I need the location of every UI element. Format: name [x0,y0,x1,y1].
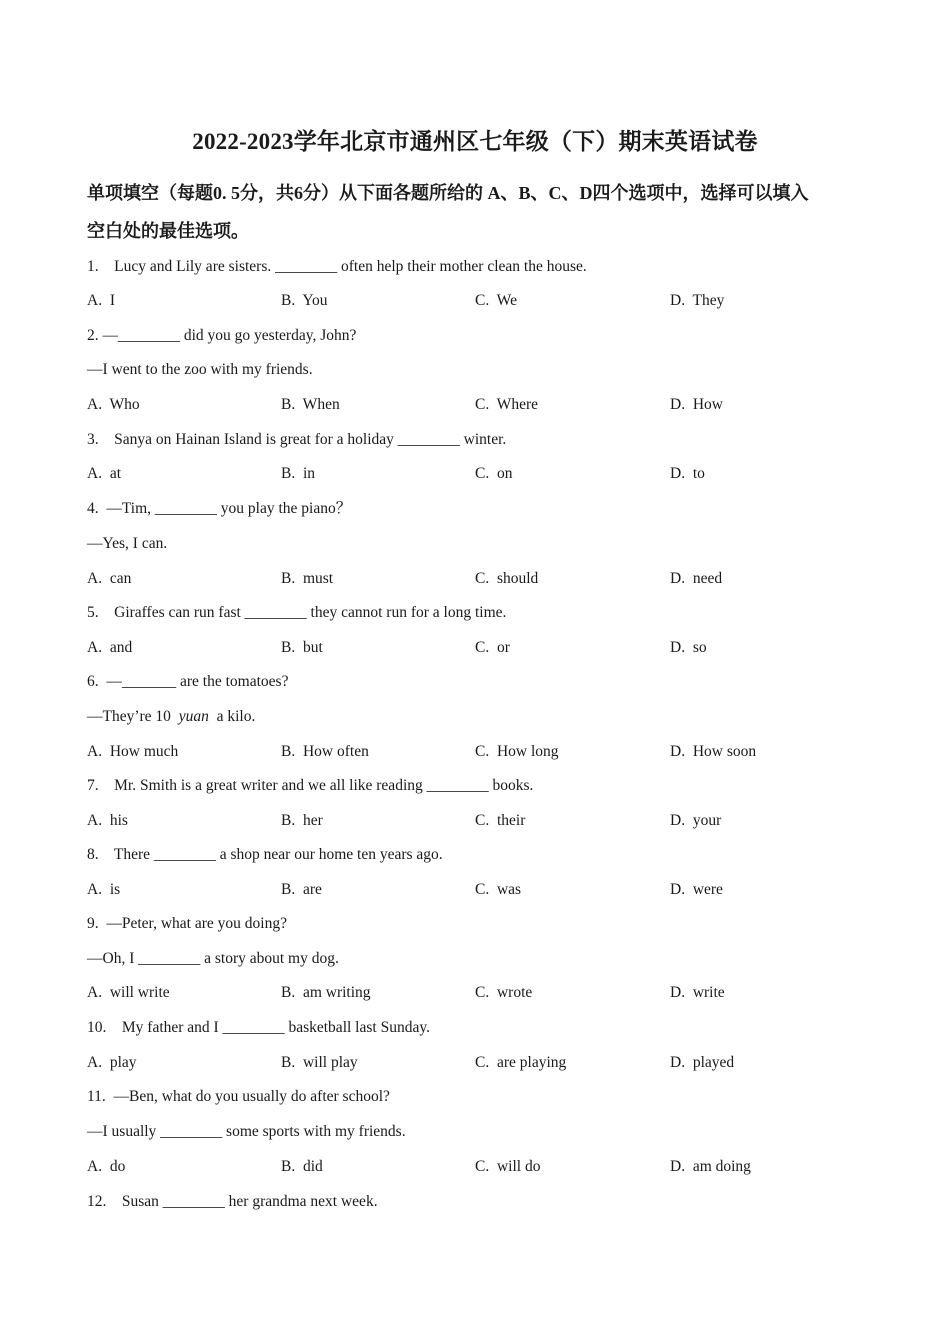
section-instructions-line1: 单项填空（每题0. 5分，共6分）从下面各题所给的 A、B、C、D四个选项中，选择可以填入 [87,183,809,203]
question-10-option-c: C. are playing [475,1054,567,1071]
question-9-option-d: D. write [670,984,725,1001]
section-instructions-line2: 空白处的最佳选项。 [87,221,249,241]
question-5-option-a: A. and [87,639,133,656]
question-9-option-c: C. wrote [475,984,533,1001]
question-11-option-b: B. did [281,1158,323,1175]
question-6-option-c: C. How long [475,743,559,760]
question-3-option-b: B. in [281,465,316,482]
question-6-option-b: B. How often [281,743,369,760]
question-7-option-c: C. their [475,812,526,829]
question-11-stem-reply: —I usually ________ some sports with my friends. [87,1123,406,1140]
question-8-option-c: C. was [475,881,522,898]
question-2-option-d: D. How [670,396,723,413]
question-10-option-a: A. play [87,1054,137,1071]
question-9-option-a: A. will write [87,984,170,1001]
question-7-option-b: B. her [281,812,323,829]
question-10-option-b: B. will play [281,1054,358,1071]
question-3-option-a: A. at [87,465,122,482]
question-12-stem: 12. Susan ________ her grandma next week. [87,1193,378,1210]
question-7-option-d: D. your [670,812,722,829]
question-11-option-d: D. am doing [670,1158,751,1175]
question-2-option-b: B. When [281,396,340,413]
question-6-reply-before: —They’re 10 [87,708,179,725]
question-3-option-d: D. to [670,465,705,482]
question-4-option-c: C. should [475,570,539,587]
question-10-option-d: D. played [670,1054,735,1071]
question-8-option-a: A. is [87,881,121,898]
question-9-stem-reply: —Oh, I ________ a story about my dog. [87,950,339,967]
question-2-option-c: C. Where [475,396,538,413]
question-5-option-b: B. but [281,639,323,656]
exam-title: 2022-2023学年北京市通州区七年级（下）期末英语试卷 [192,129,758,154]
question-5-option-d: D. so [670,639,707,656]
question-7-stem: 7. Mr. Smith is a great writer and we all like reading ________ books. [87,777,534,794]
question-11-option-a: A. do [87,1158,126,1175]
question-8-stem: 8. There ________ a shop near our home ten years ago. [87,846,443,863]
question-1-option-c: C. We [475,292,517,309]
question-6-option-a: A. How much [87,743,179,760]
question-1-option-b: B. You [281,292,328,309]
question-7-option-a: A. his [87,812,128,829]
question-8-option-b: B. are [281,881,322,898]
question-1-option-a: A. I [87,292,115,309]
question-9-option-b: B. am writing [281,984,371,1001]
question-6-stem-reply [87,707,255,727]
question-10-stem: 10. My father and I ________ basketball last Sunday. [87,1019,430,1036]
question-4-option-d: D. need [670,570,723,587]
question-2-option-a: A. Who [87,396,140,413]
question-5-stem: 5. Giraffes can run fast ________ they cannot run for a long time. [87,604,507,621]
question-1-option-d: D. They [670,292,725,309]
question-11-option-c: C. will do [475,1158,541,1175]
question-4-option-a: A. can [87,570,132,587]
question-2-stem-reply: —I went to the zoo with my friends. [87,361,313,378]
question-6-reply-italic: yuan [178,708,209,725]
question-1-stem: 1. Lucy and Lily are sisters. ________ often help their mother clean the house. [87,258,587,275]
question-5-option-c: C. or [475,639,510,656]
question-9-stem: 9. —Peter, what are you doing? [87,915,287,932]
question-8-option-d: D. were [670,881,723,898]
question-6-reply-after: a kilo. [208,708,256,725]
question-6-option-d: D. How soon [670,743,757,760]
question-4-stem: 4. —Tim, ________ you play the piano？ [87,500,352,517]
question-3-option-c: C. on [475,465,513,482]
question-4-stem-reply: —Yes, I can. [87,535,168,552]
question-2-stem: 2. —________ did you go yesterday, John? [87,327,357,344]
question-4-option-b: B. must [281,570,334,587]
question-3-stem: 3. Sanya on Hainan Island is great for a holiday ________ winter. [87,431,507,448]
question-11-stem: 11. —Ben, what do you usually do after school? [87,1088,390,1105]
question-6-stem: 6. —_______ are the tomatoes? [87,673,289,690]
